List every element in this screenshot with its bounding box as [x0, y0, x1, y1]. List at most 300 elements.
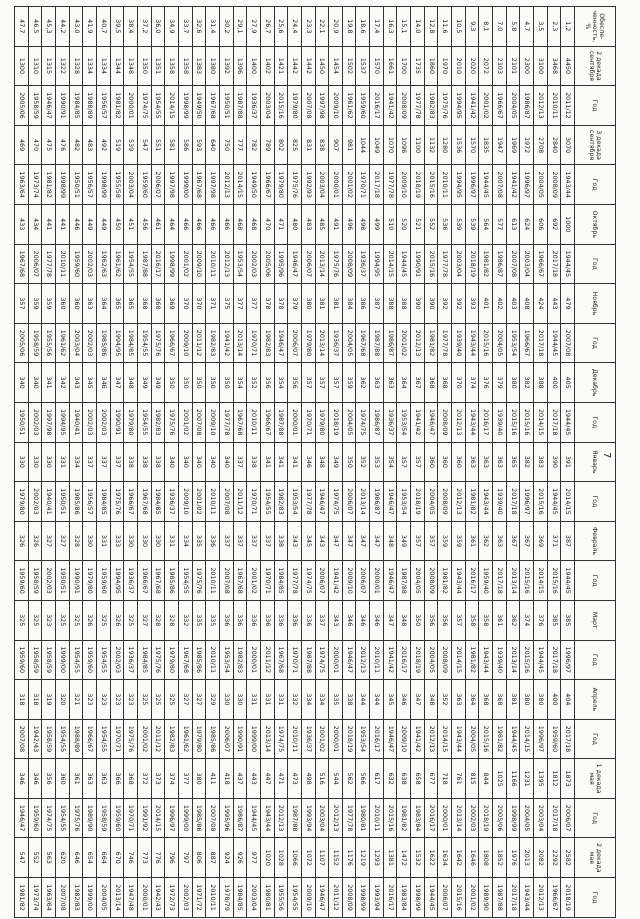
- table-cell: 1981/82: [110, 86, 124, 126]
- table-cell: 1072: [301, 838, 315, 878]
- table-cell: 341: [42, 363, 56, 403]
- table-cell: 449: [83, 204, 97, 244]
- table-cell: 2018/19: [411, 165, 425, 205]
- table-cell: 1995/96: [219, 798, 233, 838]
- table-cell: 1977/78: [438, 244, 452, 284]
- table-cell: 336: [206, 521, 220, 561]
- table-cell: 330: [219, 680, 233, 720]
- table-cell: 338: [138, 442, 152, 482]
- table-cell: 1231: [520, 759, 534, 799]
- table-cell: 344: [370, 680, 384, 720]
- table-row: [124, 7, 138, 918]
- table-cell: 2000/01: [124, 86, 138, 126]
- table-cell: 1936/37: [383, 402, 397, 442]
- table-cell: 2003/04: [124, 165, 138, 205]
- table-cell: 456: [138, 204, 152, 244]
- table-cell: 337: [110, 442, 124, 482]
- table-cell: 825: [288, 125, 302, 165]
- table-cell: 378: [274, 284, 288, 324]
- table-cell: 1873: [561, 759, 575, 799]
- table-cell: 45,3: [42, 7, 56, 47]
- table-cell: 2002/03: [110, 640, 124, 680]
- table-cell: 2012/13: [452, 482, 466, 522]
- table-cell: 360: [56, 759, 70, 799]
- table-cell: 1992/93: [301, 165, 315, 205]
- table-cell: 1152: [329, 838, 343, 878]
- table-cell: 1955/56: [274, 878, 288, 918]
- table-cell: 378: [260, 284, 274, 324]
- table-cell: 2003/04: [247, 878, 261, 918]
- table-cell: 469: [15, 125, 29, 165]
- table-cell: 2001/02: [479, 86, 493, 126]
- table-cell: 380: [301, 284, 315, 324]
- table-cell: 1450: [315, 46, 329, 86]
- table-cell: 1944/45: [561, 402, 575, 442]
- table-cell: 338: [274, 521, 288, 561]
- table-cell: 344: [356, 680, 370, 720]
- table-cell: 777: [233, 125, 247, 165]
- table-cell: 1966/67: [493, 86, 507, 126]
- table-cell: 1987/88: [274, 402, 288, 442]
- table-cell: 346: [28, 759, 42, 799]
- table-cell: 2011/12: [329, 878, 343, 918]
- table-cell: 1975/76: [69, 798, 83, 838]
- table-cell: 2007/08: [56, 878, 70, 918]
- table-cell: 1954/55: [178, 561, 192, 601]
- table-cell: 2007/08: [219, 482, 233, 522]
- table-cell: 1970/71: [356, 165, 370, 205]
- table-cell: 1959/40: [479, 561, 493, 601]
- table-cell: 364: [465, 680, 479, 720]
- table-cell: 1974/75: [274, 719, 288, 759]
- table-cell: 346: [97, 363, 111, 403]
- table-cell: 1940/41: [69, 402, 83, 442]
- table-cell: 2004/05: [424, 482, 438, 522]
- table-cell: 1402: [260, 46, 274, 86]
- table-cell: 797: [178, 838, 192, 878]
- table-cell: 1944/45: [247, 798, 261, 838]
- table-cell: 360: [69, 284, 83, 324]
- table-cell: 1967/68: [151, 561, 165, 601]
- table-cell: 2000/01: [329, 165, 343, 205]
- table-cell: 1983/84: [397, 878, 411, 918]
- table-cell: 1944/45: [547, 323, 561, 363]
- table-cell: 1990/91: [69, 561, 83, 601]
- table-cell: 1994/95: [452, 165, 466, 205]
- table-cell: 331: [56, 442, 70, 482]
- table-cell: 1984/85: [233, 878, 247, 918]
- table-cell: 347: [383, 600, 397, 640]
- table-cell: 40,7: [97, 7, 111, 47]
- table-cell: 380: [506, 363, 520, 403]
- column-header: Февраль: [575, 521, 616, 561]
- table-cell: 1946/47: [383, 482, 397, 522]
- table-cell: 337: [233, 442, 247, 482]
- table-cell: 354: [233, 363, 247, 403]
- table-cell: 1986/87: [370, 482, 384, 522]
- table-cell: 1982/83: [424, 86, 438, 126]
- table-cell: 1954/55: [260, 482, 274, 522]
- table-cell: 2015/16: [520, 640, 534, 680]
- table-cell: 1950/51: [69, 165, 83, 205]
- table-cell: 349: [151, 363, 165, 403]
- table-cell: 361: [493, 600, 507, 640]
- table-cell: 1966/67: [165, 323, 179, 363]
- table-cell: 789: [260, 125, 274, 165]
- column-header: Апрель: [575, 680, 616, 720]
- column-header: Год: [575, 323, 616, 363]
- table-cell: 977: [247, 838, 261, 878]
- table-cell: 664: [97, 838, 111, 878]
- table-cell: 3100: [534, 46, 548, 86]
- table-cell: 341: [288, 442, 302, 482]
- table-cell: 1967/68: [192, 165, 206, 205]
- table-cell: 348: [397, 600, 411, 640]
- table-cell: 1954/55: [56, 719, 70, 759]
- table-cell: 443: [247, 759, 261, 799]
- table-cell: 1984/85: [97, 482, 111, 522]
- table-cell: 2003/04: [315, 798, 329, 838]
- table-cell: 1989/90: [83, 798, 97, 838]
- table-cell: 338: [124, 442, 138, 482]
- table-cell: 1988/89: [69, 719, 83, 759]
- table-cell: 11,6: [438, 7, 452, 47]
- table-cell: 5,8: [506, 7, 520, 47]
- table-cell: 2010/11: [547, 86, 561, 126]
- table-cell: 340: [165, 442, 179, 482]
- table-cell: 1958/59: [42, 640, 56, 680]
- table-cell: 1988/89: [83, 86, 97, 126]
- table-cell: 1959/60: [15, 640, 29, 680]
- table-cell: 1962/63: [97, 244, 111, 284]
- table-cell: 2014/15: [165, 86, 179, 126]
- table-cell: 349: [138, 363, 152, 403]
- table-cell: 1537: [356, 46, 370, 86]
- table-cell: 36,0: [151, 7, 165, 47]
- table-cell: 1981/82: [479, 244, 493, 284]
- table-cell: 1958/59: [28, 86, 42, 126]
- table-cell: 1348: [124, 46, 138, 86]
- table-cell: 2011/12: [260, 640, 274, 680]
- table-cell: 1943/44: [465, 323, 479, 363]
- table-cell: 330: [151, 521, 165, 561]
- table-cell: 1936/37: [301, 719, 315, 759]
- table-cell: 1953/54: [397, 482, 411, 522]
- table-cell: 1966/67: [534, 244, 548, 284]
- table-cell: 466: [219, 204, 233, 244]
- table-cell: 2017/18: [534, 323, 548, 363]
- table-cell: 380: [520, 680, 534, 720]
- table-cell: 368: [479, 680, 493, 720]
- table-cell: 2012/13: [219, 165, 233, 205]
- table-row: [411, 7, 425, 918]
- table-cell: 330: [83, 521, 97, 561]
- table-cell: 2008/09: [547, 165, 561, 205]
- table-cell: 2007/08: [15, 719, 29, 759]
- table-cell: 2004/05: [342, 323, 356, 363]
- table-cell: 379: [288, 284, 302, 324]
- table-cell: 20,9: [329, 7, 343, 47]
- table-cell: 1328: [69, 46, 83, 86]
- table-cell: 329: [206, 680, 220, 720]
- table-cell: 1984/85: [69, 86, 83, 126]
- table-row: [247, 7, 261, 918]
- table-cell: 332: [288, 680, 302, 720]
- table-cell: 2010/11: [370, 798, 384, 838]
- table-cell: 22,1: [315, 7, 329, 47]
- table-row: [547, 7, 561, 918]
- table-cell: 2101: [506, 46, 520, 86]
- table-cell: 1998/99: [506, 798, 520, 838]
- table-cell: 1970/71: [260, 561, 274, 601]
- table-cell: 347: [370, 521, 384, 561]
- table-cell: 359: [42, 284, 56, 324]
- table-cell: 360: [438, 442, 452, 482]
- table-cell: 1994/95: [56, 402, 70, 442]
- table-row: [206, 7, 220, 918]
- table-cell: 1954/55: [56, 798, 70, 838]
- table-cell: 2005/06: [15, 86, 29, 126]
- table-cell: 2013/14: [356, 482, 370, 522]
- table-cell: 2001/02: [178, 402, 192, 442]
- table-cell: 1966/67: [83, 719, 97, 759]
- table-cell: 46,5: [28, 7, 42, 47]
- table-cell: 1969: [506, 125, 520, 165]
- table-cell: 2010/11: [288, 719, 302, 759]
- table-cell: 27,9: [247, 7, 261, 47]
- table-cell: 361: [465, 521, 479, 561]
- table-cell: 17,4: [370, 7, 384, 47]
- table-cell: 18,6: [356, 7, 370, 47]
- table-cell: 352: [438, 680, 452, 720]
- table-cell: 1936/37: [165, 482, 179, 522]
- table-cell: 2001/02: [138, 719, 152, 759]
- table-cell: 1350: [138, 46, 152, 86]
- table-cell: 2010/11: [56, 244, 70, 284]
- table-cell: 325: [124, 600, 138, 640]
- table-cell: 3070: [561, 125, 575, 165]
- table-cell: 2004/05: [506, 86, 520, 126]
- table-cell: 2003/04: [534, 798, 548, 838]
- table-cell: 483: [301, 204, 315, 244]
- table-cell: 1961/62: [178, 719, 192, 759]
- table-cell: 41,9: [83, 7, 97, 47]
- table-cell: 1970/71: [124, 798, 138, 838]
- table-cell: 400: [547, 680, 561, 720]
- table-cell: 1953/54: [506, 323, 520, 363]
- table-cell: 437: [233, 759, 247, 799]
- table-cell: 2011/12: [151, 719, 165, 759]
- table-cell: 496: [342, 204, 356, 244]
- table-cell: 539: [452, 204, 466, 244]
- table-cell: 1979/80: [288, 86, 302, 126]
- table-cell: 1977/78: [288, 561, 302, 601]
- table-cell: 2014/15: [233, 165, 247, 205]
- table-cell: 620: [56, 838, 70, 878]
- table-cell: 1987/88: [493, 878, 507, 918]
- table-cell: 1107: [315, 838, 329, 878]
- table-cell: 1943/44: [561, 165, 575, 205]
- table-cell: 382: [520, 363, 534, 403]
- table-cell: 2002/03: [42, 561, 56, 601]
- table-cell: 2013/14: [233, 323, 247, 363]
- table-cell: 2008/09: [438, 402, 452, 442]
- table-cell: 334: [69, 442, 83, 482]
- table-cell: 363: [493, 442, 507, 482]
- table-cell: 323: [42, 600, 56, 640]
- table-cell: 1941/42: [383, 640, 397, 680]
- table-cell: 331: [247, 680, 261, 720]
- table-cell: 402: [493, 284, 507, 324]
- table-cell: 447: [260, 759, 274, 799]
- table-cell: 1942/43: [28, 719, 42, 759]
- table-cell: 1977/78: [438, 323, 452, 363]
- table-cell: 1974/75: [329, 482, 343, 522]
- table-cell: 354: [274, 363, 288, 403]
- table-cell: 2017/18: [561, 719, 575, 759]
- table-cell: 483: [83, 125, 97, 165]
- table-cell: 31,4: [206, 7, 220, 47]
- table-cell: 2009/10: [192, 244, 206, 284]
- table-cell: 1959/60: [69, 244, 83, 284]
- table-cell: 2017/18: [547, 402, 561, 442]
- table-cell: 350: [165, 363, 179, 403]
- table-cell: 359: [452, 521, 466, 561]
- table-cell: 30,2: [219, 7, 233, 47]
- table-cell: 325: [28, 600, 42, 640]
- table-cell: 2004/05: [493, 323, 507, 363]
- table-cell: 1947: [493, 125, 507, 165]
- table-cell: 37,2: [138, 7, 152, 47]
- table-cell: 1950/51: [219, 86, 233, 126]
- table-cell: 1975/76: [151, 640, 165, 680]
- table-cell: 1975/76: [124, 719, 138, 759]
- table-cell: 348: [383, 521, 397, 561]
- table-cell: 1982/83: [260, 323, 274, 363]
- table-cell: 336: [233, 600, 247, 640]
- table-cell: 327: [42, 521, 56, 561]
- table-cell: 632: [383, 759, 397, 799]
- table-cell: 1971/72: [192, 878, 206, 918]
- table-cell: 1956/57: [97, 86, 111, 126]
- table-cell: 348: [315, 442, 329, 482]
- table-cell: 363: [97, 759, 111, 799]
- table-cell: 326: [83, 600, 97, 640]
- table-cell: 1959/60: [28, 798, 42, 838]
- table-cell: 2004/05: [520, 798, 534, 838]
- table-cell: 2001/02: [178, 244, 192, 284]
- table-cell: 363: [83, 759, 97, 799]
- table-cell: 2009/10: [342, 561, 356, 601]
- table-cell: 1967/68: [138, 482, 152, 522]
- table-cell: 357: [452, 600, 466, 640]
- table-cell: 1985/86: [69, 482, 83, 522]
- table-cell: 2002/03: [97, 402, 111, 442]
- table-cell: 1954/55: [124, 244, 138, 284]
- table-cell: 350: [411, 600, 425, 640]
- table-cell: 2004/05: [342, 402, 356, 442]
- table-cell: 1958/59: [42, 719, 56, 759]
- table-cell: 1981/82: [424, 323, 438, 363]
- table-cell: 2016/17: [383, 878, 397, 918]
- table-cell: 1950/51: [15, 402, 29, 442]
- table-cell: 2009/10: [178, 482, 192, 522]
- table-cell: 1977/78: [411, 86, 425, 126]
- table-cell: 1949/50: [192, 86, 206, 126]
- table-cell: 1293: [370, 838, 384, 878]
- table-cell: 1984/85: [138, 640, 152, 680]
- table-cell: 2012/13: [534, 878, 548, 918]
- table-row: [506, 7, 520, 918]
- table-cell: 1852: [493, 838, 507, 878]
- table-row: [178, 7, 192, 918]
- table-cell: 359: [438, 521, 452, 561]
- table-cell: 388: [383, 284, 397, 324]
- table-body: [15, 7, 575, 918]
- table-cell: 1943/44: [479, 640, 493, 680]
- table-cell: 368: [424, 363, 438, 403]
- table-cell: 337: [315, 600, 329, 640]
- table-cell: 44,2: [56, 7, 70, 47]
- table-cell: 1642: [452, 838, 466, 878]
- table-cell: 1999/00: [178, 165, 192, 205]
- table-cell: 1166: [506, 759, 520, 799]
- table-cell: 461: [151, 204, 165, 244]
- table-cell: 1974/75: [42, 798, 56, 838]
- table-cell: 348: [424, 680, 438, 720]
- table-cell: 1132: [424, 125, 438, 165]
- table-cell: 2017/18: [506, 482, 520, 522]
- table-row: [561, 7, 575, 918]
- table-cell: 340: [15, 363, 29, 403]
- table-cell: 2005/06: [493, 798, 507, 838]
- table-cell: 1442: [301, 46, 315, 86]
- table-row: [370, 7, 384, 918]
- table-cell: 370: [452, 363, 466, 403]
- table-cell: 359: [28, 284, 42, 324]
- table-cell: 1974/75: [315, 640, 329, 680]
- table-cell: 1946/47: [383, 561, 397, 601]
- table-cell: 325: [69, 600, 83, 640]
- table-cell: 1996/97: [520, 165, 534, 205]
- table-cell: 1959/60: [15, 561, 29, 601]
- column-header: Год: [575, 402, 616, 442]
- table-cell: 521: [411, 204, 425, 244]
- table-cell: 364: [97, 284, 111, 324]
- table-cell: 1955/58: [110, 165, 124, 205]
- table-cell: 519: [110, 125, 124, 165]
- table-cell: 367: [506, 521, 520, 561]
- table-cell: 343: [315, 521, 329, 561]
- table-cell: 1978/79: [219, 878, 233, 918]
- table-cell: 376: [479, 363, 493, 403]
- table-cell: 2001/02: [397, 323, 411, 363]
- table-cell: 1986/87: [493, 244, 507, 284]
- table-cell: 386: [356, 284, 370, 324]
- table-cell: 1941/42: [383, 86, 397, 126]
- table-cell: 1956/57: [83, 482, 97, 522]
- table-cell: 1984/85: [124, 323, 138, 363]
- table-cell: 2006/07: [151, 165, 165, 205]
- table-cell: 2018/19: [561, 878, 575, 918]
- table-cell: 1943/44: [452, 561, 466, 601]
- table-cell: 327: [192, 680, 206, 720]
- table-cell: 326: [110, 600, 124, 640]
- table-cell: 1860: [424, 46, 438, 86]
- table-cell: 343: [288, 521, 302, 561]
- table-cell: 2015/16: [547, 561, 561, 601]
- table-cell: 318: [28, 680, 42, 720]
